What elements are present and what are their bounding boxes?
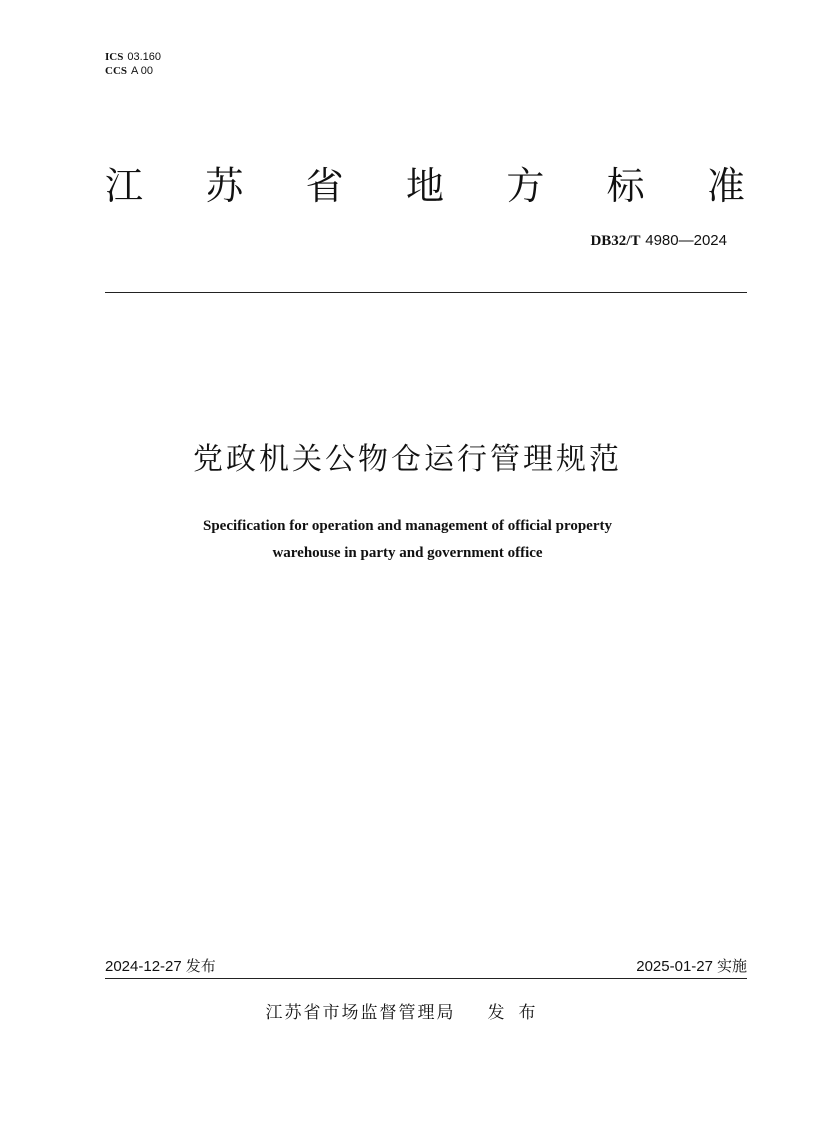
standard-type-char: 苏 xyxy=(205,164,244,208)
issue-date-label: 发布 xyxy=(185,957,216,975)
title-en-line-1: Specification for operation and management of official property xyxy=(203,518,612,534)
ics-key: ICS xyxy=(105,51,124,63)
standard-type-char: 地 xyxy=(405,164,444,208)
ccs-code xyxy=(105,64,161,78)
document-title-en xyxy=(0,513,815,567)
title-en-line-2: warehouse in party and government office xyxy=(272,545,543,561)
issuer-name: 江苏省市场监督管理局 xyxy=(265,1003,456,1023)
implementation-date-label: 实施 xyxy=(716,957,747,975)
classification-codes xyxy=(105,50,161,78)
issuer xyxy=(0,1002,815,1024)
issuer-action: 发布 xyxy=(487,1003,550,1023)
standard-type-heading xyxy=(105,158,745,214)
issue-date-value: 2024-12-27 xyxy=(105,958,182,975)
document-title-cn: 党政机关公物仓运行管理规范 xyxy=(193,442,622,477)
ccs-key: CCS xyxy=(105,65,128,77)
implementation-date-value: 2025-01-27 xyxy=(636,958,713,975)
bottom-divider xyxy=(105,978,747,979)
standard-number-prefix: DB32/T xyxy=(590,233,641,249)
issue-date xyxy=(105,956,216,977)
standard-type-char: 准 xyxy=(706,164,745,208)
ics-value: 03.160 xyxy=(127,51,161,63)
standard-number xyxy=(590,231,727,250)
standard-type-char: 方 xyxy=(506,164,545,208)
implementation-date xyxy=(636,956,747,977)
standard-type-char: 标 xyxy=(606,164,645,208)
ics-code xyxy=(105,50,161,64)
standard-type-char: 江 xyxy=(105,164,144,208)
standard-number-value: 4980—2024 xyxy=(645,232,727,249)
top-divider xyxy=(105,292,747,293)
standard-type-char: 省 xyxy=(305,164,344,208)
ccs-value: A 00 xyxy=(131,65,154,77)
